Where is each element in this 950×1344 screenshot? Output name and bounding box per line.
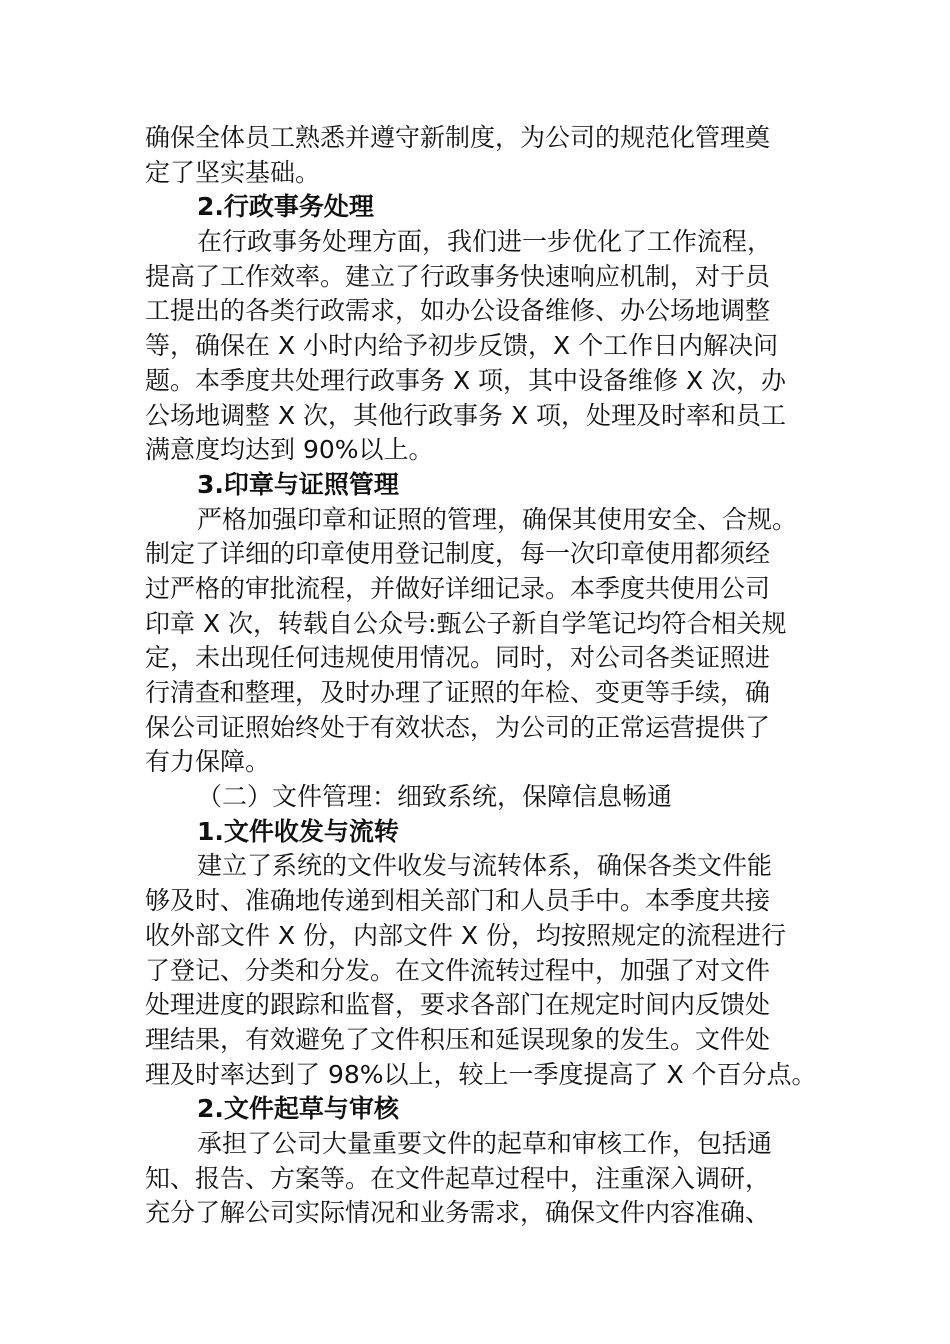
document-page [145,121,815,1231]
text-line: 印章 X 次，转载自公众号:甄公子新自学笔记均符合相关规 [145,608,787,638]
text-line: 建立了系统的文件收发与流转体系，确保各类文件能 [197,851,773,881]
paragraph [145,1127,815,1231]
paragraph [145,503,815,781]
paragraph [145,849,815,1092]
text-line: 过严格的审批流程，并做好详细记录。本季度共使用公司 [145,573,771,603]
text-line: 了登记、分类和分发。在文件流转过程中，加强了对文件 [145,955,771,985]
text-line: 承担了公司大量重要文件的起草和审核工作，包括通 [197,1128,773,1158]
text-line: 收外部文件 X 份，内部文件 X 份，均按照规定的流程进行 [145,920,787,950]
text-line: 制定了详细的印章使用登记制度，每一次印章使用都须经 [145,539,771,569]
text-line: 确保全体员工熟悉并遵守新制度，为公司的规范化管理奠 [145,123,771,152]
paragraph [145,121,815,190]
text-line: 够及时、准确地传递到相关部门和人员手中。本季度共接 [145,886,771,916]
text-line: 定，未出现任何违规使用情况。同时，对公司各类证照进 [145,643,771,673]
text-line: 行清查和整理，及时办理了证照的年检、变更等手续，确 [145,678,771,707]
text-line: 严格加强印章和证照的管理，确保其使用安全、合规。 [197,504,798,534]
text-line: 有力保障。 [145,747,271,777]
section-heading: 2.文件起草与审核 [197,1094,399,1124]
text-line: 工提出的各类行政需求，如办公设备维修、办公场地调整 [145,296,771,326]
text-line: 公场地调整 X 次，其他行政事务 X 项，处理及时率和员工 [145,400,787,430]
text-line: 知、报告、方案等。在文件起草过程中，注重深入调研， [145,1163,771,1193]
text-line: 在行政事务处理方面，我们进一步优化了工作流程， [197,227,773,257]
text-line: 定了坚实基础。 [145,157,321,187]
text-line: 理及时率达到了 98%以上，较上一季度提高了 X 个百分点。 [145,1059,817,1089]
subsection-title: （二）文件管理：细致系统，保障信息畅通 [197,782,673,812]
text-line: 提高了工作效率。建立了行政事务快速响应机制，对于员 [145,261,771,291]
text-line: 等，确保在 X 小时内给予初步反馈，X 个工作日内解决问 [145,331,779,361]
text-line: 满意度均达到 90%以上。 [145,435,434,465]
text-line: 充分了解公司实际情况和业务需求，确保文件内容准确、 [145,1198,771,1228]
section-heading: 2.行政事务处理 [197,192,374,222]
section-heading: 1.文件收发与流转 [197,816,399,846]
paragraph [145,225,815,468]
text-line: 处理进度的跟踪和监督，要求各部门在规定时间内反馈处 [145,990,771,1020]
section-heading: 3.印章与证照管理 [197,469,399,499]
text-line: 保公司证照始终处于有效状态，为公司的正常运营提供了 [145,712,771,742]
text-line: 理结果，有效避免了文件积压和延误现象的发生。文件处 [145,1024,771,1054]
text-line: 题。本季度共处理行政事务 X 项，其中设备维修 X 次，办 [145,365,787,395]
